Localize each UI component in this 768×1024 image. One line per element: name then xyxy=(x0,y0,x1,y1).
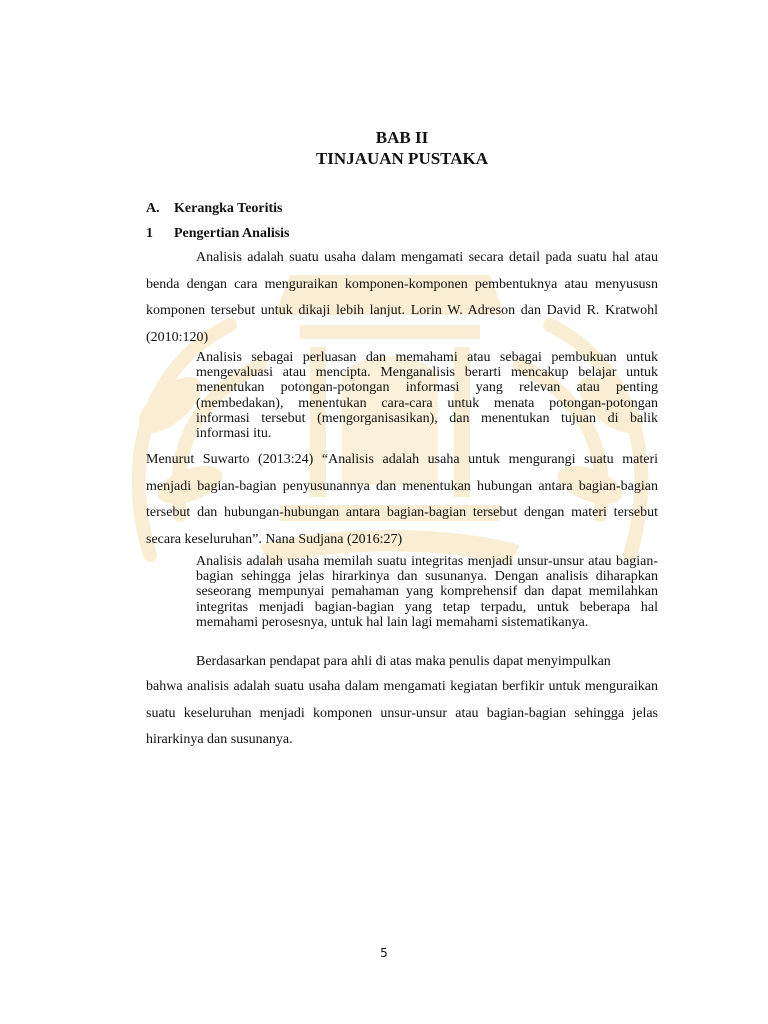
block-quote-anderson: Analisis sebagai perluasan dan memahami atau sebagai pembukuan untuk mengevaluasi atau mencipta. Menganalisis berarti mencakup belajar untuk menentukan potongan-potongan informasi yang relevan atau penting (membedakan), menentukan cara-cara untuk menata potongan-potongan informasi tersebut (mengorganisasikan), dan menentukan tujuan di balik informasi itu. xyxy=(196,350,658,442)
section-title: Kerangka Teoritis xyxy=(174,201,283,216)
block-quote-sudjana: Analisis adalah usaha memilah suatu integritas menjadi unsur-unsur atau bagian-bagian sehingga jelas hirarkinya dan susunanya. Dengan analisis diharapkan seseorang mempunyai pemahaman yang komprehensif dan dapat memilahkan integritas menjadi bagian-bagian yang tetap terpadu, untuk beberapa hal memahami perosesnya, untuk hal lain lagi memahami sistematikanya. xyxy=(196,554,658,630)
subsection-title: Pengertian Analisis xyxy=(174,226,290,241)
chapter-title: BAB II xyxy=(375,128,429,147)
conclusion-paragraph: bahwa analisis adalah suatu usaha dalam mengamati kegiatan berfikir untuk menguraikan suatu keseluruhan menjadi komponen unsur-unsur atau bagian-bagian sehingga jelas hirarkinya dan susunanya. xyxy=(146,679,658,747)
paragraph-definition: Analisis adalah suatu usaha dalam mengamati secara detail pada suatu hal atau benda dengan cara menguraikan komponen-komponen pembentuknya atau menyususn komponen tersebut untuk dikaji lebih lanjut. Lorin W. Adreson dan David R. Kratwohl (2010:120) xyxy=(146,250,658,345)
subsection-heading-1 xyxy=(146,225,290,243)
page-number: 5 xyxy=(380,946,388,960)
section-number: A. xyxy=(146,201,160,216)
chapter-subtitle: TINJAUAN PUSTAKA xyxy=(315,149,489,168)
conclusion-first-line: Berdasarkan pendapat para ahli di atas maka penulis dapat menyimpulkan xyxy=(196,654,611,669)
section-heading-a xyxy=(146,200,283,218)
paragraph-suwarto: Menurut Suwarto (2013:24) “Analisis adalah usaha untuk mengurangi suatu materi menjadi bagian-bagian penyusunannya dan menentukan hubungan antara bagian-bagian tersebut dan hubungan-hubungan antara bagian-bagian tersebut dengan materi tersebut secara keseluruhan”. Nana Sudjana (2016:27) xyxy=(146,452,658,547)
subsection-number: 1 xyxy=(146,226,153,241)
